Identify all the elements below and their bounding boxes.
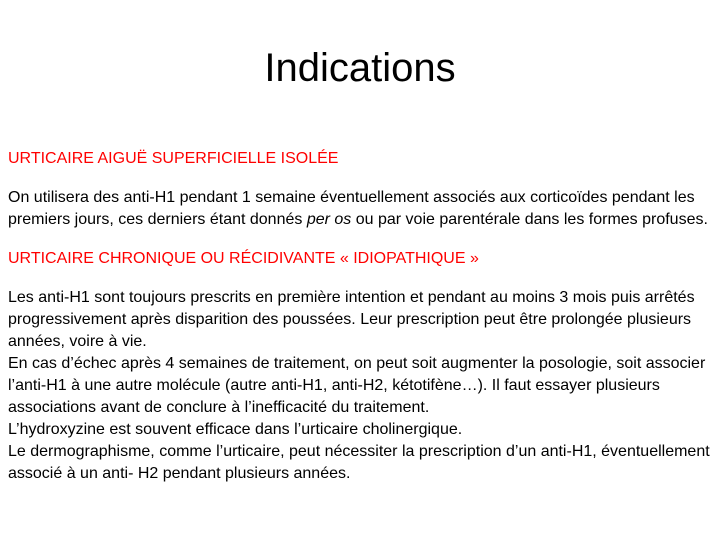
- spacer: [8, 270, 716, 287]
- italic-term: per os: [306, 211, 352, 228]
- paragraph-first-line-treatment: Les anti-H1 sont toujours prescrits en première intention et pendant au moins 3 mois puis arrêtés progressivement après disparition des poussées. Leur prescription peut être prolongée plusieurs années, voire à vie.: [8, 289, 695, 350]
- slide-body: [8, 148, 716, 485]
- paragraph-dermographism: Le dermographisme, comme l’urticaire, peut nécessiter la prescription d’un anti-H1, éventuellement associé à un anti- H2 pendant plusieurs années.: [8, 443, 710, 482]
- section-heading-chronic-urticaria: URTICAIRE CHRONIQUE OU RÉCIDIVANTE « IDIOPATHIQUE »: [8, 250, 479, 267]
- paragraph-text: ou par voie parentérale dans les formes profuses.: [351, 211, 708, 228]
- spacer: [8, 231, 716, 248]
- paragraph-treatment-failure: En cas d’échec après 4 semaines de traitement, on peut soit augmenter la posologie, soit associer l’anti-H1 à une autre molécule (autre anti-H1, anti-H2, kétotifène…). Il faut essayer plusieurs associations avant de conclure à l’inefficacité du traitement.: [8, 355, 706, 416]
- slide-title: Indications: [264, 46, 456, 90]
- section-heading-acute-urticaria: URTICAIRE AIGUË SUPERFICIELLE ISOLÉE: [8, 150, 339, 167]
- paragraph-text: On utilisera des anti-H1 pendant 1 semaine éventuellement associés aux corticoïdes pendant les premiers jours, ces derniers étant donnés: [8, 189, 695, 228]
- spacer: [8, 170, 716, 187]
- paragraph-hydroxyzine: L’hydroxyzine est souvent efficace dans l’urticaire cholinergique.: [8, 421, 463, 438]
- paragraph-acute-urticaria-treatment: [8, 187, 716, 231]
